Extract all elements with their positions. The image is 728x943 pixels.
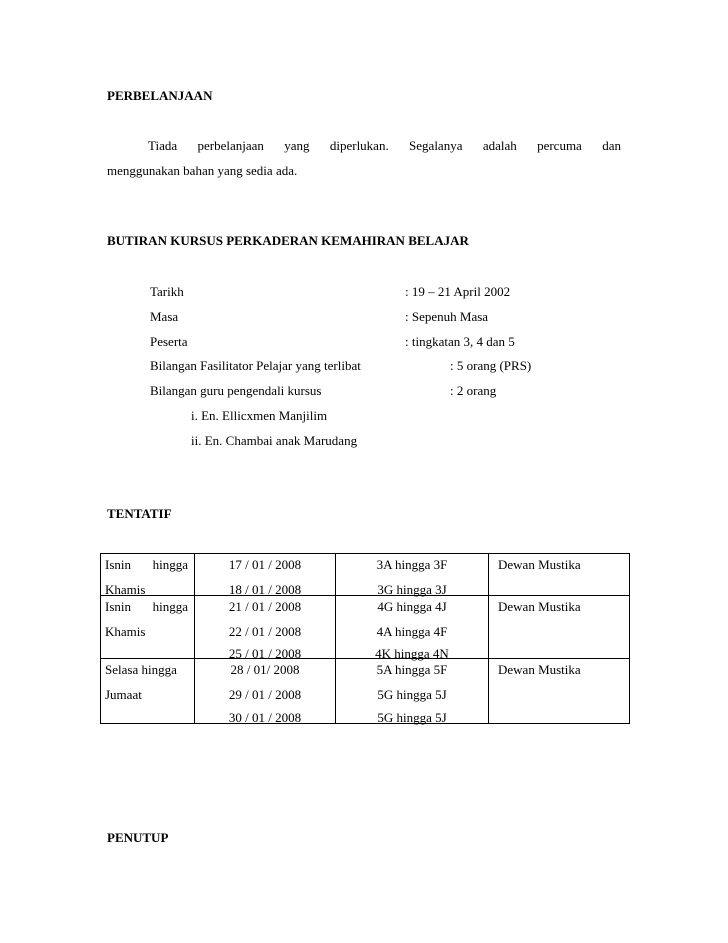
teacher-list-item: i. En. Ellicxmen Manjilim bbox=[191, 408, 328, 423]
venue-text: Dewan Mustika bbox=[498, 662, 581, 677]
venue-cell bbox=[489, 659, 630, 724]
date-cell bbox=[195, 659, 336, 724]
date-text: 18 / 01 / 2008 bbox=[228, 582, 302, 597]
day-text: hingga bbox=[152, 557, 188, 572]
word: percuma bbox=[537, 138, 582, 153]
table-row bbox=[101, 596, 630, 659]
day-text: Selasa hingga bbox=[105, 662, 177, 677]
section-heading-penutup: PENUTUP bbox=[107, 830, 169, 845]
detail-label-peserta: Peserta bbox=[150, 334, 188, 349]
class-cell bbox=[336, 659, 489, 724]
day-cell bbox=[101, 554, 195, 596]
class-text: 5G hingga 5J bbox=[377, 687, 447, 702]
word: Segalanya bbox=[409, 138, 463, 153]
day-text: Jumaat bbox=[105, 687, 142, 702]
perbelanjaan-paragraph-line2: menggunakan bahan yang sedia ada. bbox=[107, 163, 298, 178]
class-text: 5G hingga 5J bbox=[377, 710, 447, 725]
venue-text: Dewan Mustika bbox=[498, 557, 581, 572]
detail-value-guru: : 2 orang bbox=[450, 383, 497, 398]
word: Tiada bbox=[148, 138, 178, 153]
day-text: Isnin bbox=[105, 557, 131, 572]
word: diperlukan. bbox=[329, 138, 389, 153]
date-text: 17 / 01 / 2008 bbox=[228, 557, 302, 572]
perbelanjaan-paragraph-line1 bbox=[148, 138, 621, 154]
day-cell bbox=[101, 596, 195, 659]
word: perbelanjaan bbox=[197, 138, 264, 153]
section-heading-perbelanjaan: PERBELANJAAN bbox=[107, 88, 213, 103]
venue-cell bbox=[489, 596, 630, 659]
section-heading-tentatif: TENTATIF bbox=[107, 506, 172, 521]
date-text: 25 / 01 / 2008 bbox=[228, 646, 302, 661]
detail-value-peserta: : tingkatan 3, 4 dan 5 bbox=[405, 334, 515, 349]
venue-text: Dewan Mustika bbox=[498, 599, 581, 614]
day-text: hingga bbox=[152, 599, 188, 614]
class-cell bbox=[336, 554, 489, 596]
class-text: 4A hingga 4F bbox=[376, 624, 448, 639]
tentatif-table bbox=[100, 553, 630, 724]
detail-value-fasilitator: : 5 orang (PRS) bbox=[450, 358, 532, 373]
teacher-list-item: ii. En. Chambai anak Marudang bbox=[191, 433, 358, 448]
day-text: Khamis bbox=[105, 582, 146, 597]
date-text: 22 / 01 / 2008 bbox=[228, 624, 302, 639]
word: yang bbox=[284, 138, 310, 153]
date-cell bbox=[195, 596, 336, 659]
class-text: 4K hingga 4N bbox=[375, 646, 449, 661]
day-text: Isnin bbox=[105, 599, 131, 614]
class-cell bbox=[336, 596, 489, 659]
date-text: 21 / 01 / 2008 bbox=[228, 599, 302, 614]
detail-label-masa: Masa bbox=[150, 309, 179, 324]
date-text: 29 / 01 / 2008 bbox=[228, 687, 302, 702]
table-row bbox=[101, 554, 630, 596]
detail-label-guru: Bilangan guru pengendali kursus bbox=[150, 383, 322, 398]
venue-cell bbox=[489, 554, 630, 596]
day-text: Khamis bbox=[105, 624, 146, 639]
table-row bbox=[101, 659, 630, 724]
detail-label-fasilitator: Bilangan Fasilitator Pelajar yang terlibat bbox=[150, 358, 361, 373]
class-text: 4G hingga 4J bbox=[377, 599, 447, 614]
section-heading-butiran: BUTIRAN KURSUS PERKADERAN KEMAHIRAN BELAJAR bbox=[107, 233, 469, 248]
detail-label-tarikh: Tarikh bbox=[150, 284, 184, 299]
class-text: 5A hingga 5F bbox=[376, 662, 448, 677]
detail-value-tarikh: : 19 – 21 April 2002 bbox=[405, 284, 511, 299]
word: adalah bbox=[482, 138, 517, 153]
date-cell bbox=[195, 554, 336, 596]
detail-value-masa: : Sepenuh Masa bbox=[405, 309, 489, 324]
date-text: 30 / 01 / 2008 bbox=[228, 710, 302, 725]
word: dan bbox=[602, 138, 621, 153]
class-text: 3A hingga 3F bbox=[376, 557, 448, 572]
date-text: 28 / 01/ 2008 bbox=[230, 662, 300, 677]
day-cell bbox=[101, 659, 195, 724]
class-text: 3G hingga 3J bbox=[377, 582, 447, 597]
